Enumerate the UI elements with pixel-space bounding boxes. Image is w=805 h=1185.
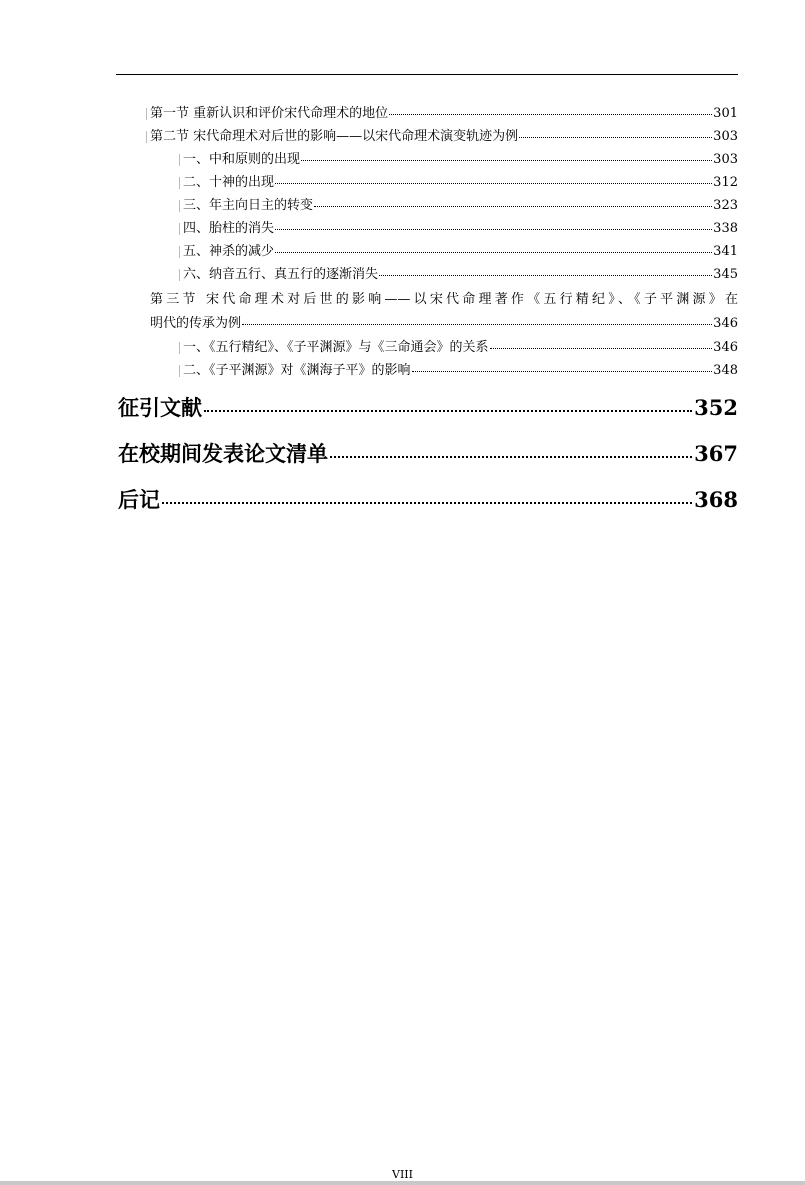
toc-entry-label: 第二节 宋代命理术对后世的影响——以宋代命理术演变轨迹为例 xyxy=(150,129,519,144)
margin-mark xyxy=(179,246,180,258)
toc-entry-subsection-1[interactable] xyxy=(183,152,738,168)
dot-leader xyxy=(389,114,712,115)
toc-entry-label: 一、《五行精纪》、《子平渊源》与《三命通会》的关系 xyxy=(183,340,489,355)
toc-entry-label: 第一节 重新认识和评价宋代命理术的地位 xyxy=(150,106,389,121)
toc-entry-page: 303 xyxy=(713,129,738,144)
toc-entry-subsection-8[interactable] xyxy=(183,363,738,379)
toc-entry-subsection-4[interactable] xyxy=(183,221,738,237)
toc-entry-label: 明代的传承为例 xyxy=(150,316,242,331)
toc-entry-page: 338 xyxy=(713,221,738,236)
dot-leader xyxy=(275,183,712,184)
margin-mark xyxy=(179,177,180,189)
toc-major-label: 在校期间发表论文清单 xyxy=(118,441,328,466)
margin-mark xyxy=(146,131,147,143)
toc-entry-label: 一、中和原则的出现 xyxy=(183,152,301,167)
toc-entry-subsection-6[interactable] xyxy=(183,267,738,283)
dot-leader xyxy=(412,371,713,372)
toc-entry-subsection-3[interactable] xyxy=(183,198,738,214)
margin-mark xyxy=(179,223,180,235)
toc-entry-section-2[interactable] xyxy=(150,129,738,145)
dot-leader xyxy=(314,206,712,207)
toc-major-label: 征引文献 xyxy=(118,395,202,420)
toc-entry-page: 346 xyxy=(713,316,738,331)
toc-entry-label: 四、胎柱的消失 xyxy=(183,221,275,236)
toc-major-page: 367 xyxy=(694,441,738,466)
dot-leader xyxy=(275,229,712,230)
toc-entry-label: 二、十神的出现 xyxy=(183,175,275,190)
toc-major-page: 352 xyxy=(694,395,738,420)
toc-major-label: 后记 xyxy=(118,487,160,512)
margin-mark xyxy=(179,154,180,166)
margin-mark xyxy=(179,365,180,377)
toc-entry-subsection-2[interactable] xyxy=(183,175,738,191)
toc-entry-subsection-7[interactable] xyxy=(183,340,738,356)
header-rule xyxy=(116,74,738,75)
toc-major-page: 368 xyxy=(694,487,738,512)
page-number: VIII xyxy=(392,1168,413,1181)
dot-leader xyxy=(242,324,712,325)
toc-entry-section-3-line-1[interactable]: 第三节 宋代命理术对后世的影响——以宋代命理著作《五行精纪》、《子平渊源》在 xyxy=(150,292,738,307)
toc-entry-page: 341 xyxy=(713,244,738,259)
margin-mark xyxy=(146,108,147,120)
toc-major-references[interactable] xyxy=(118,395,738,421)
margin-mark xyxy=(179,342,180,354)
toc-entry-page: 301 xyxy=(713,106,738,121)
dot-leader xyxy=(379,275,712,276)
toc-entry-subsection-5[interactable] xyxy=(183,244,738,260)
toc-entry-label: 二、《子平渊源》对《渊海子平》的影响 xyxy=(183,363,411,378)
margin-mark xyxy=(179,200,180,212)
toc-entry-page: 312 xyxy=(713,175,738,190)
dot-leader xyxy=(519,137,712,138)
margin-mark xyxy=(179,269,180,281)
dot-leader xyxy=(204,410,692,412)
toc-entry-page: 345 xyxy=(713,267,738,282)
toc-entry-page: 303 xyxy=(713,152,738,167)
toc-entry-section-3[interactable] xyxy=(150,316,738,332)
dot-leader xyxy=(162,502,692,504)
toc-entry-page: 346 xyxy=(713,340,738,355)
toc-entry-label: 五、神杀的减少 xyxy=(183,244,275,259)
toc-major-publications[interactable] xyxy=(118,441,738,467)
toc-major-postscript[interactable] xyxy=(118,487,738,513)
toc-entry-label: 六、纳音五行、真五行的逐渐消失 xyxy=(183,267,379,282)
toc-entry-label: 三、年主向日主的转变 xyxy=(183,198,314,213)
toc-entry-page: 323 xyxy=(713,198,738,213)
dot-leader xyxy=(330,456,692,458)
page-bottom-edge xyxy=(0,1181,805,1185)
dot-leader xyxy=(301,160,712,161)
toc-entry-section-1[interactable] xyxy=(150,106,738,122)
dot-leader xyxy=(490,348,713,349)
toc-entry-page: 348 xyxy=(713,363,738,378)
dot-leader xyxy=(275,252,712,253)
